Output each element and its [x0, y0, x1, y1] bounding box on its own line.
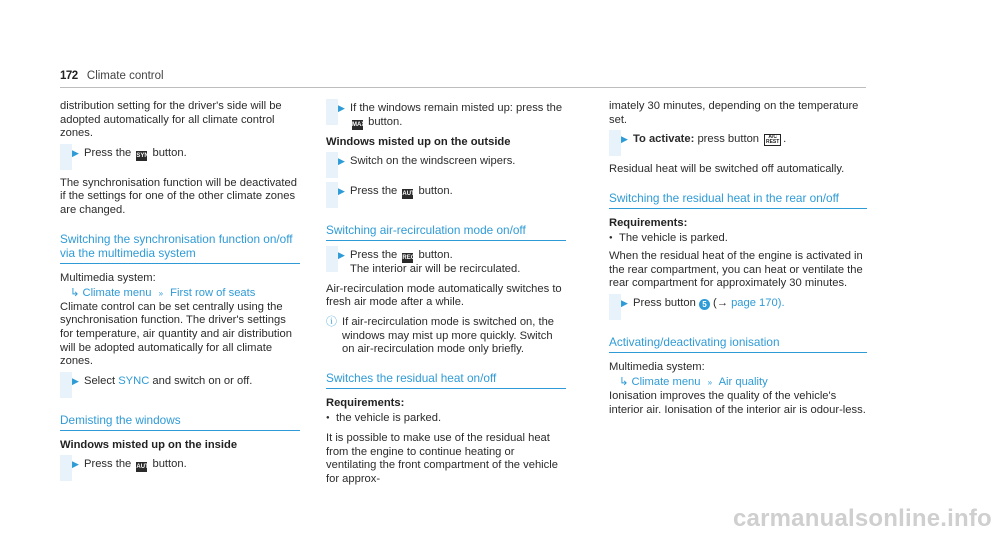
- step-press-recirc: ▶ Press the REC button. The interior air will be recirculated.: [326, 249, 566, 277]
- climate-menu-link[interactable]: Climate menu: [631, 376, 701, 389]
- multimedia-label: Multimedia system:: [60, 271, 156, 284]
- step-press-auto: ▶ Press the AUTO button.: [60, 458, 300, 482]
- step-arrow-icon: ▶: [72, 375, 79, 386]
- step-press-max: ▶ If the windows remain misted up: press the MAX button.: [326, 102, 566, 130]
- step-arrow-icon: ▶: [338, 103, 345, 113]
- page-reference-link[interactable]: page 170).: [731, 296, 785, 309]
- sync-button-icon: SYNC: [136, 152, 154, 159]
- watermark: carmanualsonline.info: [733, 505, 992, 532]
- heading-outside: Windows misted up on the outside: [326, 135, 511, 148]
- heading-rear-residual: Switching the residual heat in the rear on/off: [609, 191, 867, 209]
- heading-recirculation: Switching air-recirculation mode on/off: [326, 223, 566, 241]
- header-divider: [60, 87, 866, 88]
- heading-ionisation: Activating/deactivating ionisation: [609, 335, 867, 353]
- step-press-button-5: ▶ Press button 5 (→ page 170).: [609, 297, 867, 321]
- step-arrow-icon: ▶: [338, 156, 345, 167]
- menu-path: [609, 376, 867, 390]
- recirculation-button-icon: REC: [402, 255, 416, 262]
- continuation-paragraph: imately 30 minutes, depending on the temperature set.: [609, 100, 859, 126]
- step-activate: ▶ To activate: press button A/C REST .: [609, 133, 867, 157]
- step-arrow-icon: ▶: [72, 459, 79, 470]
- heading-inside: Windows misted up on the inside: [60, 438, 238, 451]
- info-icon: ⓘ: [326, 315, 337, 328]
- ac-rest-button-icon: A/C REST: [765, 134, 780, 146]
- column-2: [326, 100, 566, 492]
- auto-button-icon: AUTO: [402, 191, 420, 198]
- note-recirculation: ⓘ If air-recirculation mode is switched on, the windows may mist up more quickly. Switch on air-recirculation mode only briefly.: [326, 315, 555, 356]
- heading-residual-heat: Switches the residual heat on/off: [326, 371, 566, 389]
- step-press-auto-2: ▶ Press the AUTO button.: [326, 185, 566, 209]
- heading-demisting: Demisting the windows: [60, 413, 300, 431]
- column-3: [609, 100, 867, 423]
- max-defrost-button-icon: MAX: [352, 121, 366, 128]
- requirements-label: Requirements:: [326, 396, 405, 409]
- callout-number: 5: [699, 299, 710, 310]
- chevron-icon: »: [158, 289, 164, 299]
- menu-path: [60, 287, 300, 301]
- rear-paragraph: When the residual heat of the engine is activated in the rear compartment, you can heat or ventilate the rear compartment for approximately 30 minutes.: [609, 249, 863, 290]
- heading-sync-multimedia: Switching the synchronisation function on/off via the multimedia system: [60, 232, 300, 264]
- multimedia-label: Multimedia system:: [609, 360, 705, 373]
- step-arrow-icon: ▶: [621, 134, 628, 145]
- step-press-sync: ▶ Press the SYNC button.: [60, 147, 300, 171]
- step-arrow-icon: ▶: [338, 250, 345, 261]
- return-arrow-icon: ↳: [619, 376, 629, 389]
- requirements-label: Requirements:: [609, 216, 688, 229]
- step-arrow-icon: ▶: [338, 186, 345, 197]
- air-quality-link[interactable]: Air quality: [718, 376, 768, 389]
- return-arrow-icon: ↳: [70, 287, 80, 300]
- possible-paragraph: It is possible to make use of the residual heat from the engine to continue heating or ventilating the front compartment of the vehicle for approx-: [326, 431, 558, 485]
- chevron-icon: »: [707, 378, 713, 388]
- auto-off-paragraph: Residual heat will be switched off automatically.: [609, 163, 845, 176]
- ionisation-paragraph: Ionisation improves the quality of the vehicle's interior air. Ionisation of the interior air is odour-less.: [609, 389, 866, 416]
- page-ref-arrow-icon: →: [716, 296, 728, 309]
- step-arrow-icon: ▶: [72, 147, 79, 158]
- step-select-sync: ▶ Select SYNC and switch on or off.: [60, 375, 300, 399]
- column-1: [60, 100, 300, 488]
- sync-paragraph: The synchronisation function will be deactivated if the settings for one of the other climate zones are changed.: [60, 176, 297, 216]
- section-title: Climate control: [86, 70, 164, 82]
- intro-paragraph: distribution setting for the driver's side will be adopted automatically for all climate control zones.: [60, 100, 282, 140]
- recirc-paragraph: Air-recirculation mode automatically switches to fresh air mode after a while.: [326, 282, 562, 309]
- step-wipers: ▶ Switch on the windscreen wipers.: [326, 155, 566, 179]
- page-header: [60, 70, 164, 82]
- central-paragraph: Climate control can be set centrally using the synchronisation function. The driver's settings for temperature, air quantity and air distribution will be adopted automatically for all climate zones.: [60, 300, 292, 368]
- climate-menu-link[interactable]: Climate menu: [82, 287, 152, 300]
- requirement-item: ● the vehicle is parked.: [326, 412, 566, 426]
- first-row-seats-link[interactable]: First row of seats: [170, 287, 256, 300]
- requirement-item: ● The vehicle is parked.: [609, 232, 867, 246]
- page-number: 172: [60, 70, 78, 82]
- sync-link[interactable]: SYNC: [118, 374, 150, 387]
- step-arrow-icon: ▶: [621, 297, 628, 308]
- auto-button-icon: AUTO: [136, 464, 154, 471]
